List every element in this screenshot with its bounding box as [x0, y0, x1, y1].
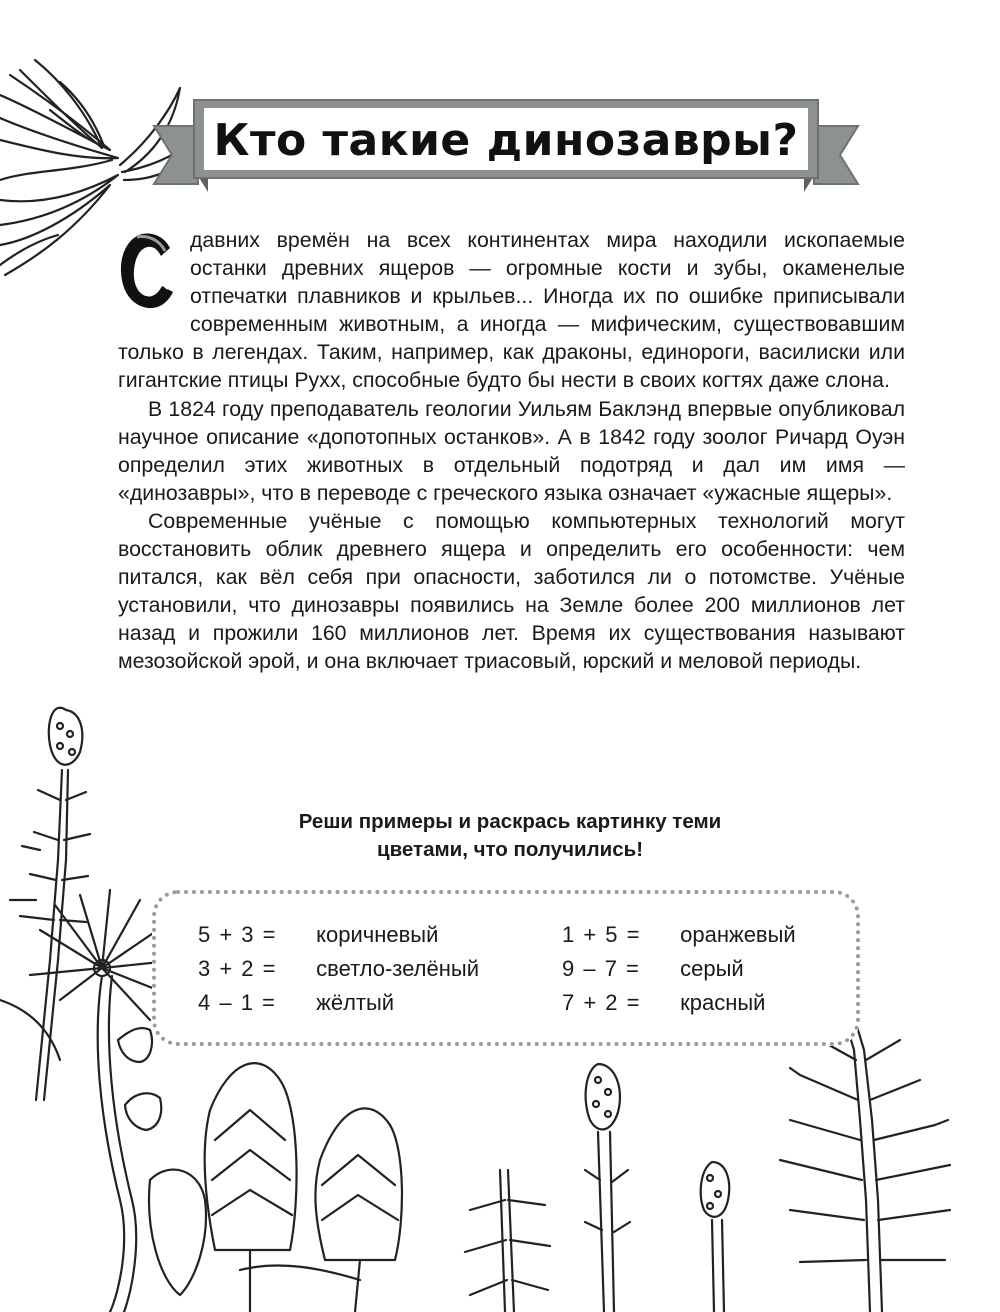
equation-color: серый: [680, 956, 744, 981]
equation-color: красный: [680, 990, 766, 1015]
article-text: [118, 226, 905, 676]
task-line-2: цветами, что получились!: [376, 838, 644, 861]
equation-row: [198, 952, 479, 986]
equation-expression: 1 + 5 =: [562, 922, 640, 947]
paragraph-2: В 1824 году преподаватель геологии Уильям Баклэнд впервые опубликовал научное описание «допотопных останков». А в 1842 году зоолог Ричард Оуэн определил этих животных в отдельный подотряд и дал им имя — «динозавры», что в переводе с греческого языка означает «ужасные ящеры».: [118, 396, 905, 505]
equation-expression: 3 + 2 =: [198, 956, 276, 981]
equation-row: [562, 952, 796, 986]
equation-expression: 5 + 3 =: [198, 922, 276, 947]
task-line-1: Реши примеры и раскрась картинку теми: [298, 810, 722, 833]
task-instruction: [210, 808, 810, 864]
equation-expression: 7 + 2 =: [562, 990, 640, 1015]
equation-color: оранжевый: [680, 922, 796, 947]
equations-box: [152, 890, 860, 1046]
equation-expression: 4 – 1 =: [198, 990, 275, 1015]
equation-color: коричневый: [316, 922, 439, 947]
equation-expression: 9 – 7 =: [562, 956, 639, 981]
equation-row: [198, 918, 479, 952]
paragraph-1-text: давних времён на всех континентах мира находили ископаемые останки древних ящеров — огромные кости и зубы, окаменелые отпечатки плавников и крыльев... Иногда их по ошибке приписывали современным животным, а иногда — мифическим, существовавшим только в легендах. Таким, например, как драконы, единороги, василиски или гигантские птицы Рухх, способные будто бы нести в своих когтях даже слона.: [118, 228, 905, 393]
equation-row: [198, 986, 479, 1020]
paragraph-3: Современные учёные с помощью компьютерных технологий могут восстановить облик древнего ящера и определить его особенности: чем питался, как вёл себя при опасности, заботился ли о потомстве. Учёные установили, что динозавры появились на Земле более 200 миллионов лет назад и прожили 160 миллионов лет. Время их существования называют мезозойской эрой, и она включает триасовый, юрский и меловой периоды.: [118, 508, 905, 674]
equation-color: жёлтый: [316, 990, 395, 1015]
equation-row: [562, 918, 796, 952]
horsetail-center: [465, 1064, 729, 1312]
equations-left-column: [198, 918, 479, 1020]
equation-row: [562, 986, 796, 1020]
title-banner: [150, 96, 862, 196]
equation-color: светло-зелёный: [316, 956, 479, 981]
fern-right: [780, 1010, 950, 1312]
dropcap-letter: [118, 228, 178, 312]
page-title: Кто такие динозавры?: [213, 114, 799, 166]
equations-right-column: [562, 918, 796, 1020]
cycad-cones: [149, 1063, 402, 1312]
paragraph-1: [118, 226, 905, 395]
horsetail-left: [10, 708, 90, 1100]
